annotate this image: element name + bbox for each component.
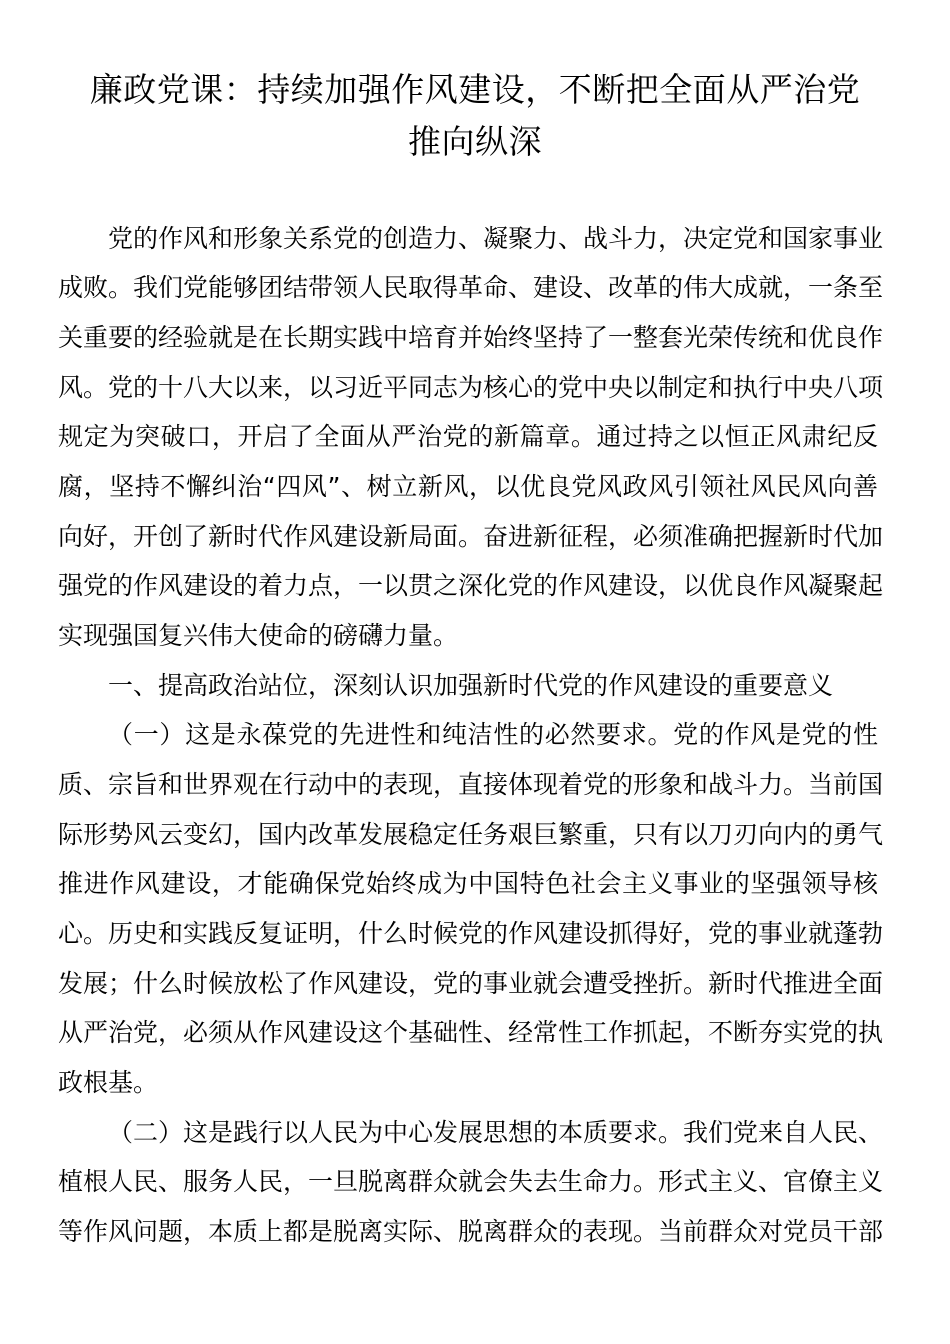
document-title-line-1: 廉政党课：持续加强作风建设，不断把全面从严治党 bbox=[89, 70, 861, 109]
body-line: 际形势风云变幻，国内改革发展稳定任务艰巨繁重，只有以刀刃向内的勇气 bbox=[58, 820, 884, 849]
body-line: 关重要的经验就是在长期实践中培育并始终坚持了一整套光荣传统和优良作 bbox=[58, 323, 884, 352]
body-line: 强党的作风建设的着力点，一以贯之深化党的作风建设，以优良作风凝聚起 bbox=[58, 571, 884, 600]
body-line: 心。历史和实践反复证明，什么时候党的作风建设抓得好，党的事业就蓬勃 bbox=[58, 919, 884, 948]
body-line: 腐，坚持不懈纠治“四风”、树立新风，以优良党风政风引领社风民风向善 bbox=[58, 472, 878, 501]
body-line: （一）这是永葆党的先进性和纯洁性的必然要求。党的作风是党的性 bbox=[108, 720, 878, 749]
body-line: 植根人民、服务人民，一旦脱离群众就会失去生命力。形式主义、官僚主义 bbox=[58, 1167, 884, 1196]
body-line: 推进作风建设，才能确保党始终成为中国特色社会主义事业的坚强领导核 bbox=[58, 869, 878, 898]
body-line: 政根基。 bbox=[58, 1068, 159, 1097]
body-line: 风。党的十八大以来，以习近平同志为核心的党中央以制定和执行中央八项 bbox=[58, 373, 884, 402]
body-line: 党的作风和形象关系党的创造力、凝聚力、战斗力，决定党和国家事业 bbox=[108, 224, 884, 253]
body-line: 从严治党，必须从作风建设这个基础性、经常性工作抓起，不断夯实党的执 bbox=[58, 1018, 884, 1047]
section-heading: 一、提高政治站位，深刻认识加强新时代党的作风建设的重要意义 bbox=[108, 671, 834, 700]
body-line: 成败。我们党能够团结带领人民取得革命、建设、改革的伟大成就，一条至 bbox=[58, 273, 884, 302]
body-line: 实现强国复兴伟大使命的磅礴力量。 bbox=[58, 621, 459, 650]
body-line: 发展；什么时候放松了作风建设，党的事业就会遭受挫折。新时代推进全面 bbox=[58, 969, 884, 998]
body-line: 质、宗旨和世界观在行动中的表现，直接体现着党的形象和战斗力。当前国 bbox=[58, 770, 884, 799]
body-line: （二）这是践行以人民为中心发展思想的本质要求。我们党来自人民、 bbox=[108, 1118, 884, 1147]
body-line: 规定为突破口，开启了全面从严治党的新篇章。通过持之以恒正风肃纪反 bbox=[58, 422, 878, 451]
body-line: 向好，开创了新时代作风建设新局面。奋进新征程，必须准确把握新时代加 bbox=[58, 522, 884, 551]
body-line: 等作风问题，本质上都是脱离实际、脱离群众的表现。当前群众对党员干部 bbox=[58, 1217, 884, 1246]
document-title-line-2: 推向纵深 bbox=[408, 122, 542, 161]
